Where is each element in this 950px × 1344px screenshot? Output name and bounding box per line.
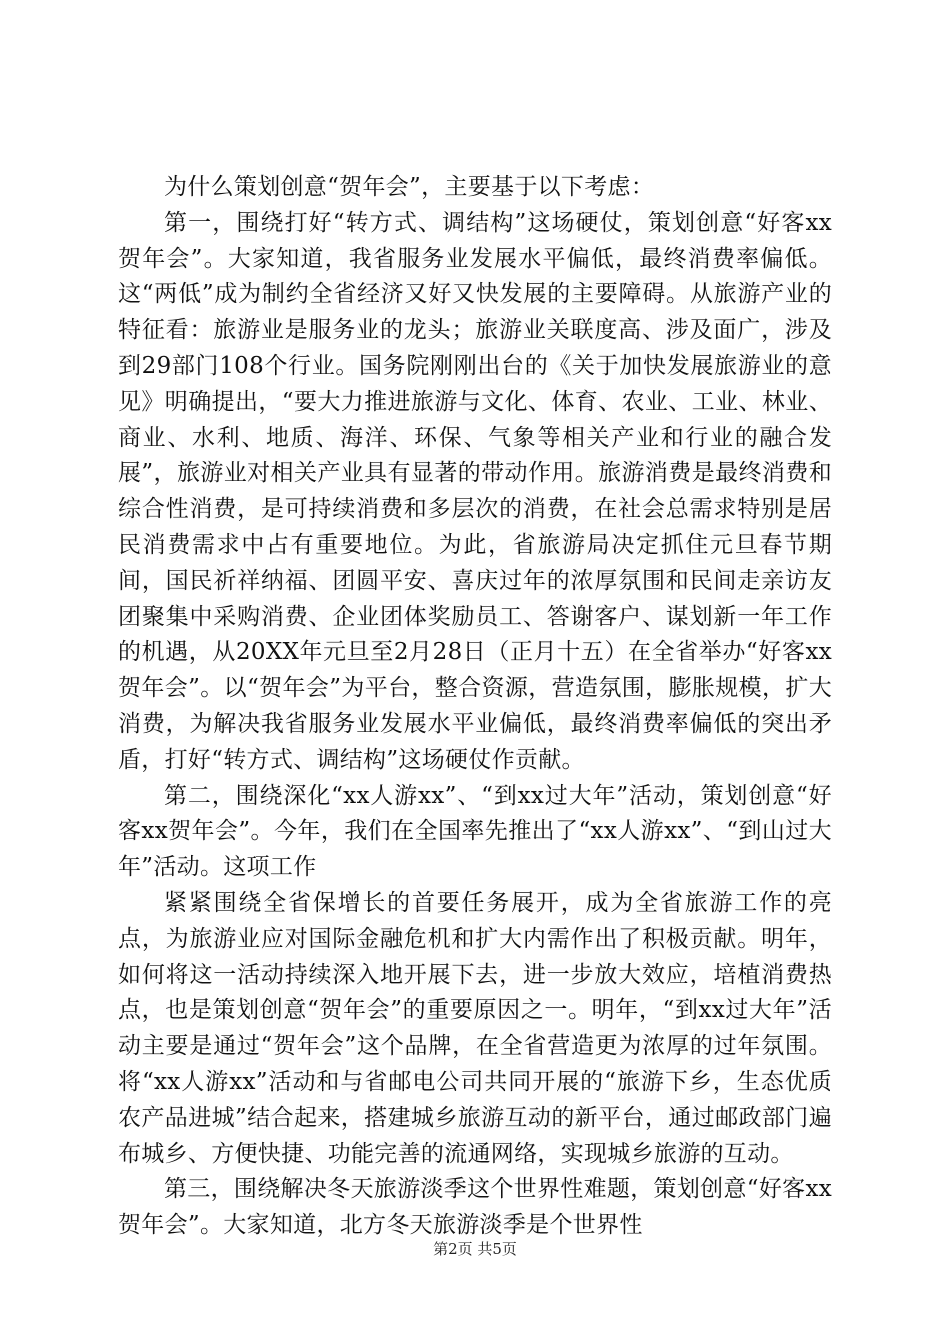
paragraph-intro: 为什么策划创意“贺年会”，主要基于以下考虑： (164, 174, 655, 200)
paragraph-first-point: 第一，围绕打好“转方式、调结构”这场硬仗，策划创意“好客xx贺年会”。大家知道，我省服务业发展水平偏低，最终消费率偏低。这“两低”成为制约全省经济又好又快发展的主要障碍。从旅游产业的特征看：旅游业是服务业的龙头；旅游业关联度高、涉及面广，涉及到29部门108个行业。国务院刚刚出台的《关于加快发展旅游业的意见》明确提出，“要大力推进旅游与文化、体育、农业、工业、林业、商业、水利、地质、海洋、环保、气象等相关产业和行业的融合发展”，旅游业对相关产业具有显著的带动作用。旅游消费是最终消费和综合性消费，是可持续消费和多层次的消费，在社会总需求特别是居民消费需求中占有重要地位。为此，省旅游局决定抓住元旦春节期间，国民祈祥纳福、团圆平安、喜庆过年的浓厚氛围和民间走亲访友团聚集中采购消费、企业团体奖励员工、答谢客户、谋划新一年工作的机遇，从20XX年元旦至2月28日（正月十五）在全省举办“好客xx贺年会”。以“贺年会”为平台，整合资源，营造氛围，膨胀规模，扩大消费，为解决我省服务业发展水平业偏低，最终消费率偏低的突出矛盾，打好“转方式、调结构”这场硬仗作贡献。 (118, 209, 832, 773)
paragraph-second-point-continued: 紧紧围绕全省保增长的首要任务展开，成为全省旅游工作的亮点，为旅游业应对国际金融危机和扩大内需作出了积极贡献。明年，如何将这一活动持续深入地开展下去，进一步放大效应，培植消费热点，也是策划创意“贺年会”的重要原因之一。明年，“到xx过大年”活动主要是通过“贺年会”这个品牌，在全省营造更为浓厚的过年氛围。将“xx人游xx”活动和与省邮电公司共同开展的“旅游下乡，生态优质农产品进城”结合起来，搭建城乡旅游互动的新平台，通过邮政部门遍布城乡、方便快捷、功能完善的流通网络，实现城乡旅游的互动。 (118, 889, 832, 1167)
paragraph-third-point: 第三，围绕解决冬天旅游淡季这个世界性难题，策划创意“好客xx贺年会”。大家知道，北方冬天旅游淡季是个世界性 (118, 1176, 832, 1239)
page-number-footer: 第2页 共5页 (433, 1240, 517, 1258)
document-body (118, 170, 832, 1244)
paragraph-second-point: 第二，围绕深化“xx人游xx”、“到xx过大年”活动，策划创意“好客xx贺年会”。今年，我们在全国率先推出了“xx人游xx”、“到山过大年”活动。这项工作 (118, 782, 832, 881)
